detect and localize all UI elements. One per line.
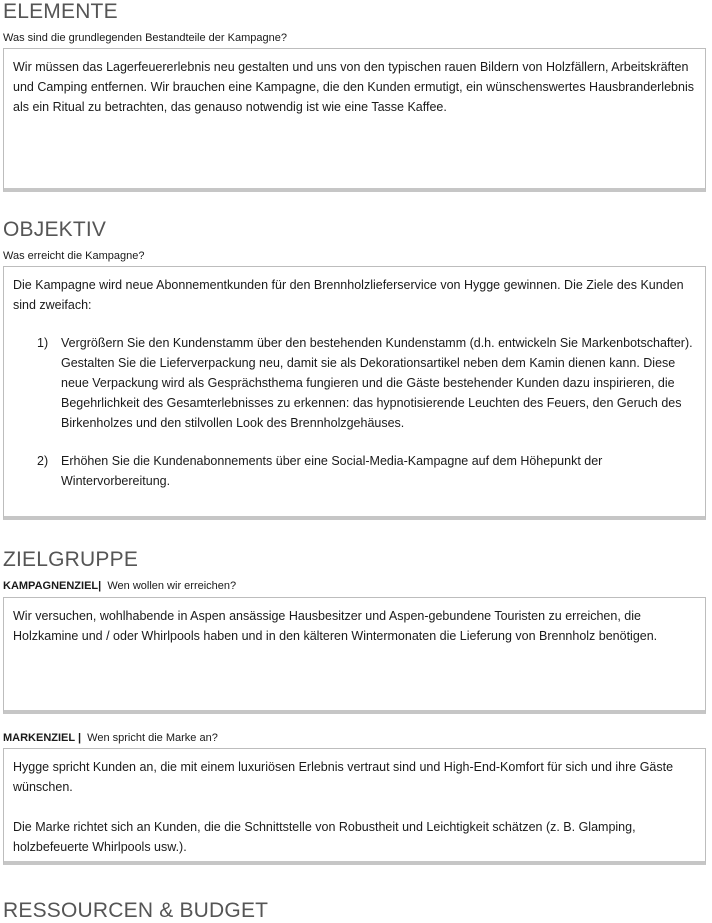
goal-number: 2) [37,454,49,468]
elemente-text: Wir müssen das Lagerfeuererlebnis neu gestalten und uns von den typischen rauen Bildern von Holzfällern, Arbeitskräften und Camping entfernen. Wir brauchen eine Kampagne, die den Kunden ermutigt, ein wünschenswertes Hausbranderlebnis als ein Ritual zu betrachten, das genauso notwendig ist wie eine Tasse Kaffee. [13,60,694,114]
goal-text: Vergrößern Sie den Kundenstamm über den bestehenden Kundenstamm (d.h. entwickeln Sie Markenbotschafter). Gestalten Sie die Lieferverpackung neu, damit sie als Dekorationsartikel neben dem Kamin dienen kann. Diese neue Verpackung wird als Gesprächsthema fungieren und die Gäste bestehender Kunden dazu inspirieren, die Begehrlichkeit des Gesamterlebnisses zu erkennen: das hypnotisierende Leuchten des Feuers, den Geruch des Birkenholzes und den stilvollen Look des Brennholzgehäuses. [61,336,693,430]
brand-goal-label: MARKENZIEL | [3,732,82,744]
section-heading-objektiv: OBJEKTIV [3,218,107,241]
paragraph-gap [13,797,697,817]
objektiv-goal-list [13,333,697,491]
goal-text: Erhöhen Sie die Kundenabonnements über eine Social-Media-Kampagne auf dem Höhepunkt der Wintervorbereitung. [61,454,603,488]
campaign-goal-subheader [3,579,236,593]
brand-goal-question: Wen spricht die Marke an? [87,732,218,744]
brand-goal-subheader [3,731,218,745]
objektiv-textbox[interactable] [3,266,706,520]
brand-goal-text-2: Die Marke richtet sich an Kunden, die die Schnittstelle von Robustheit und Leichtigkeit schätzen (z. B. Glamping, holzbefeuerte Whirlpools usw.). [13,820,636,854]
section-question-objektiv: Was erreicht die Kampagne? [3,250,145,262]
objektiv-intro: Die Kampagne wird neue Abonnementkunden für den Brennholzlieferservice von Hygge gewinnen. Die Ziele des Kunden sind zweifach: [13,278,684,312]
brand-goal-text-1: Hygge spricht Kunden an, die mit einem luxuriösen Erlebnis vertraut sind und High-End-Komfort für sich und ihre Gäste wünschen. [13,760,674,794]
goal-number: 1) [37,336,49,350]
campaign-goal-textbox[interactable] [3,597,706,714]
section-heading-elemente: ELEMENTE [3,0,118,23]
section-heading-zielgruppe: ZIELGRUPPE [3,548,139,571]
brand-goal-textbox[interactable] [3,748,706,865]
campaign-goal-text: Wir versuchen, wohlhabende in Aspen ansässige Hausbesitzer und Aspen-gebundene Touristen zu erreichen, die Holzkamine und / oder Whirlpools haben und in den kälteren Wintermonaten die Lieferung von Brennholz benötigen. [13,609,658,643]
section-question-elemente: Was sind die grundlegenden Bestandteile der Kampagne? [3,32,287,44]
campaign-goal-label: KAMPAGNENZIEL| [3,580,102,592]
section-heading-ressourcen: RESSOURCEN & BUDGET [3,899,269,922]
elemente-textbox[interactable] [3,48,706,192]
objektiv-goal-item [13,333,697,433]
campaign-goal-question: Wen wollen wir erreichen? [107,580,237,592]
objektiv-goal-item [13,451,697,491]
